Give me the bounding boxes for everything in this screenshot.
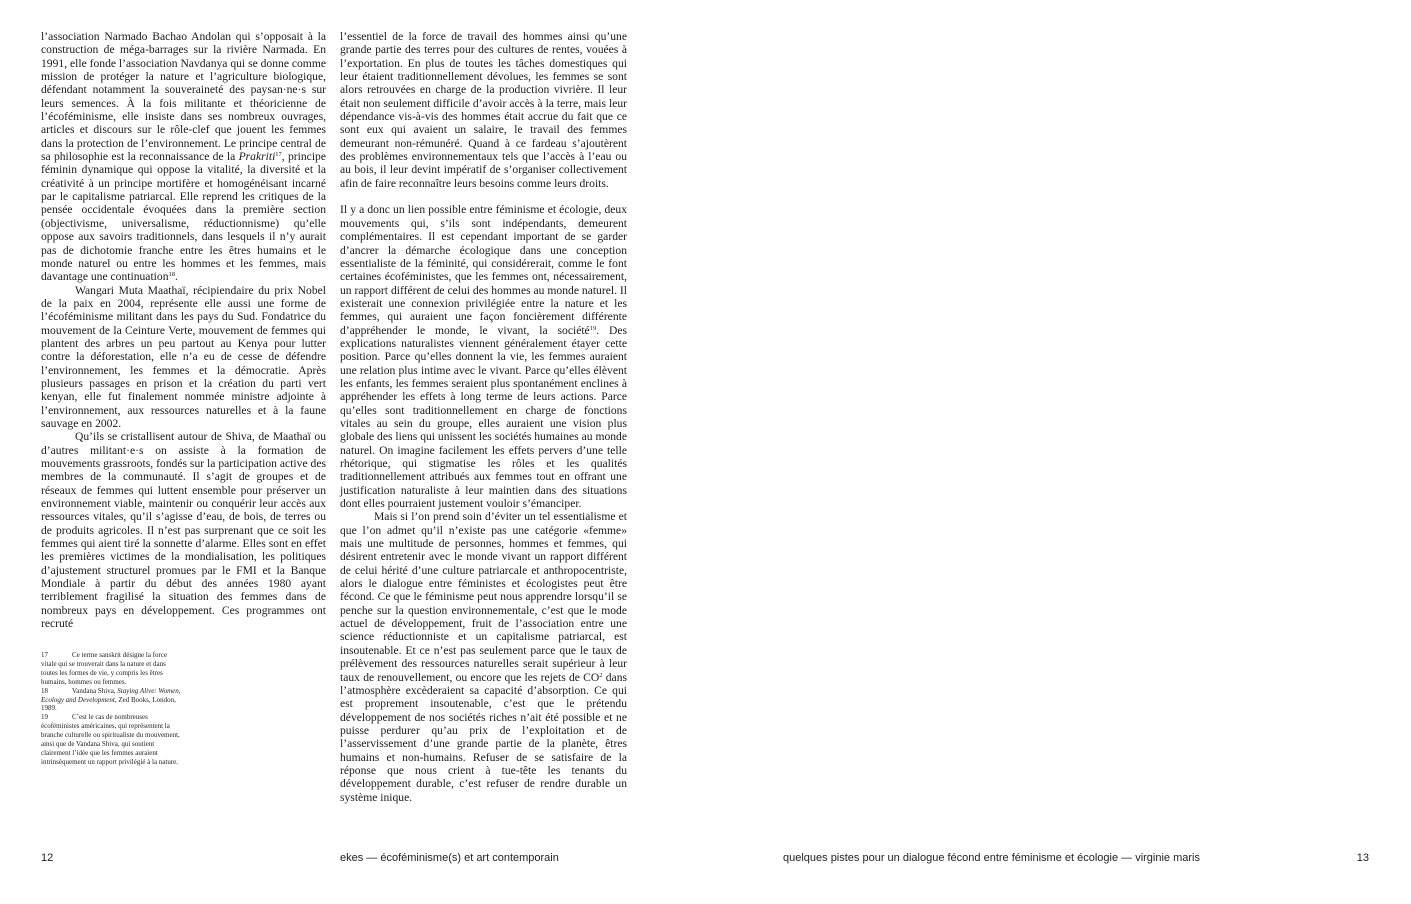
footnotes [41,651,181,767]
paragraph-labour: l’essentiel de la force de travail des hommes ainsi qu’une grande partie des terres pour des cultures de rentes, vouées à l’exportation. En plus de toutes les tâches domestiques qui leur étaient traditionnellement dévolues, les femmes se sont alors retrouvées en charge de la production vivrière. Il leur était non seulement difficile d’avoir accès à la terre, mais leur dépendance vis-à-vis des hommes était accrue du fait que ce sont eux qui avaient un salaire, le travail des femmes demeurant non-rémunéré. Quand à ce fardeau s’ajoutèrent des problèmes environnementaux tels que l’accès à l’eau ou au bois, il leur devint impératif de s’organiser collectivement afin de faire reconnaître leurs besoins comme leurs droits. [340,30,627,190]
page-number-right: 13 [1356,852,1369,864]
paragraph-grassroots: Qu’ils se cristallisent autour de Shiva, de Maathaï ou d’autres militant·e·s on assiste à la formation de mouvements grassroots, fondés sur la participation active des membres de la communauté. Il s’agit de groupes et de réseaux de femmes qui luttent ensemble pour préserver un environnement viable, maintenir ou conquérir leur accès aux ressources vitales, qu’il s’agisse d’eau, de bois, de terres ou de produits agricoles. Il n’est pas surprenant que ce soit les femmes qui aient tiré la sonnette d’alarme. Elles sont en effet les premières victimes de la mondialisation, les politiques d’ajustement structurel promues par le FMI et la Banque Mondiale à partir du début des années 1980 ayant terriblement fragilisé la situation des femmes dans de nombreux pays en développement. Ces programmes ont recruté [41,430,326,631]
co2-subscript: 2 [599,671,603,679]
paragraph-shiva: l’association Narmado Bachao Andolan qui s’opposait à la construction de méga-barrages sur la rivière Narmada. En 1991, elle fonde l’association Navdanya qui se donne comme mission de protéger la nature et l’agriculture biologique, défendant notamment la souveraineté des paysan·ne·s sur leurs semences. À la fois militante et théoricienne de l’écoféminisme, elle insiste dans ses nombreux ouvrages, articles et discours sur le rôle-clef que jouent les femmes dans la protection de l’environnement. Le principe central de sa philosophie est la reconnaissance de la Prakriti$^{17}$, principe féminin dynamique qui oppose la vitalité, la diversité et la créativité à un principe mortifère et homogénéisant incarné par le capitalisme patriarcal. Elle reprend les critiques de la pensée occidentale évoquées dans la première section (objectivisme, universalisme, réductionnisme) qu’elle oppose aux savoirs traditionnels, dans lesquels il n’y aurait pas de dichotomie franche entre les êtres humains et le monde naturel ou entre les hommes et les femmes, mais davantage une continuation$^{18}$. [41,30,326,284]
footnote-ref-18[interactable]: 18 [168,271,175,279]
running-title-right: quelques pistes pour un dialogue fécond entre féminisme et écologie — virginie maris [782,852,1200,864]
prakriti-term: Prakriti [238,150,276,164]
running-title-left: ekes — écoféminisme(s) et art contemporain [340,852,559,864]
left-page-body [41,30,326,630]
paragraph-maathai: Wangari Muta Maathaï, récipiendaire du prix Nobel de la paix en 2004, représente elle aussi une forme de l’écoféminisme militant dans les pays du Sud. Fondatrice du mouvement de la Ceinture Verte, mouvement de femmes qui plantent des arbres un peu partout au Kenya pour lutter contre la déforestation, elle n’a eu de cesse de défendre l’environnement, les femmes et la démocratie. Après plusieurs passages en prison et la création du parti vert kenyan, elle fut finalement nommée ministre adjointe à l’environnement, aux ressources naturelles et à la faune sauvage en 2002. [41,283,326,430]
paragraph-link-feminism-ecology: Il y a donc un lien possible entre féminisme et écologie, deux mouvements qui, s’ils sont indépendants, demeurent complémentaires. Il est cependant important de se garder d’ancrer la démarche écologique dans une conception essentialiste de la féminité, qui considérerait, comme le font certaines écoféministes, que les femmes ont, nécessairement, un rapport différent de celui des hommes au monde naturel. Il existerait une connexion privilégiée entre la nature et les femmes, qui auraient une façon foncièrement différente d’appréhender le monde, le vivant, la société$^{19}$. Des explications naturalistes viennent généralement étayer cette position. Parce qu’elles donnent la vie, les femmes auraient une relation plus intime avec le vivant. Parce qu’elles élèvent les enfants, les femmes seraient plus spontanément enclines à appréhender les effets à long terme de leurs actions. Parce qu’elles sont traditionnellement en charge de fonctions vitales au sein du groupe, elles auraient une vision plus globale des liens qui unissent les sociétés humaines au monde naturel. On imagine facilement les effets pervers d’une telle rhétorique, qui stigmatise les rôles et les qualités traditionnellement attribués aux femmes tout en offrant une justification naturaliste à leur maintien dans des situations dont elles pourraient justement vouloir s’émanciper. [340,203,627,511]
right-column-body [340,30,627,804]
page-number-left: 12 [41,852,54,864]
footnote-17: 17 Ce terme sanskrit désigne la force vitale qui se trouverait dans la nature et dans toutes les formes de vie, y compris les êtres humains, hommes ou femmes. [41,651,168,686]
footnote-18: 18 Vandana Shiva, Staying Alive: Women, Ecology and Development, Zed Books, London, 1989. [41,686,181,713]
footnote-19: 19 C’est le cas de nombreuses écoféministes américaines, qui représentent la branche culturelle ou spiritualiste du mouvement, ainsi que de Vandana Shiva, qui soutient clairement l’idée que les femmes auraient intrinsèquement un rapport privilégié à la nature. [41,713,180,766]
paragraph-essentialism: Mais si l’on prend soin d’éviter un tel essentialisme et que l’on admet qu’il n’existe pas une catégorie «femme» mais une multitude de personnes, hommes et femmes, qui désirent entretenir avec le monde vivant un rapport différent de celui hérité d’une culture patriarcale et anthropocentriste, alors le dialogue entre féministes et écologistes peut être fécond. Ce que le féminisme peut nous apprendre lorsqu’il se penche sur la question environnementale, c’est que le mode actuel de développement, fruit de l’association entre une science réductionniste et un capitalisme patriarcal, est insoutenable. Et ce n’est pas seulement parce que le taux de prélèvement des ressources naturelles serait supérieur à leur taux de renouvellement, ou encore que les rejets de $CO^2$ dans l’atmosphère excèderaient sa capacité d’absorption. Ce qui est proprement insoutenable, c’est que le prétendu développement de nos sociétés riches n’ait été possible et ne puisse perdurer qu’au prix de l’exploitation et de l’asservissement d’une grande partie de la planète, êtres humains et non-humains. Refuser de se satisfaire de la réponse que nous crient à tue-tête les tenants du développement durable, c’est refuser de rendre durable un système inique. [340,510,627,804]
footnote-ref-19[interactable]: 19 [589,324,597,332]
footnote-ref-17[interactable]: 17 [275,151,282,159]
